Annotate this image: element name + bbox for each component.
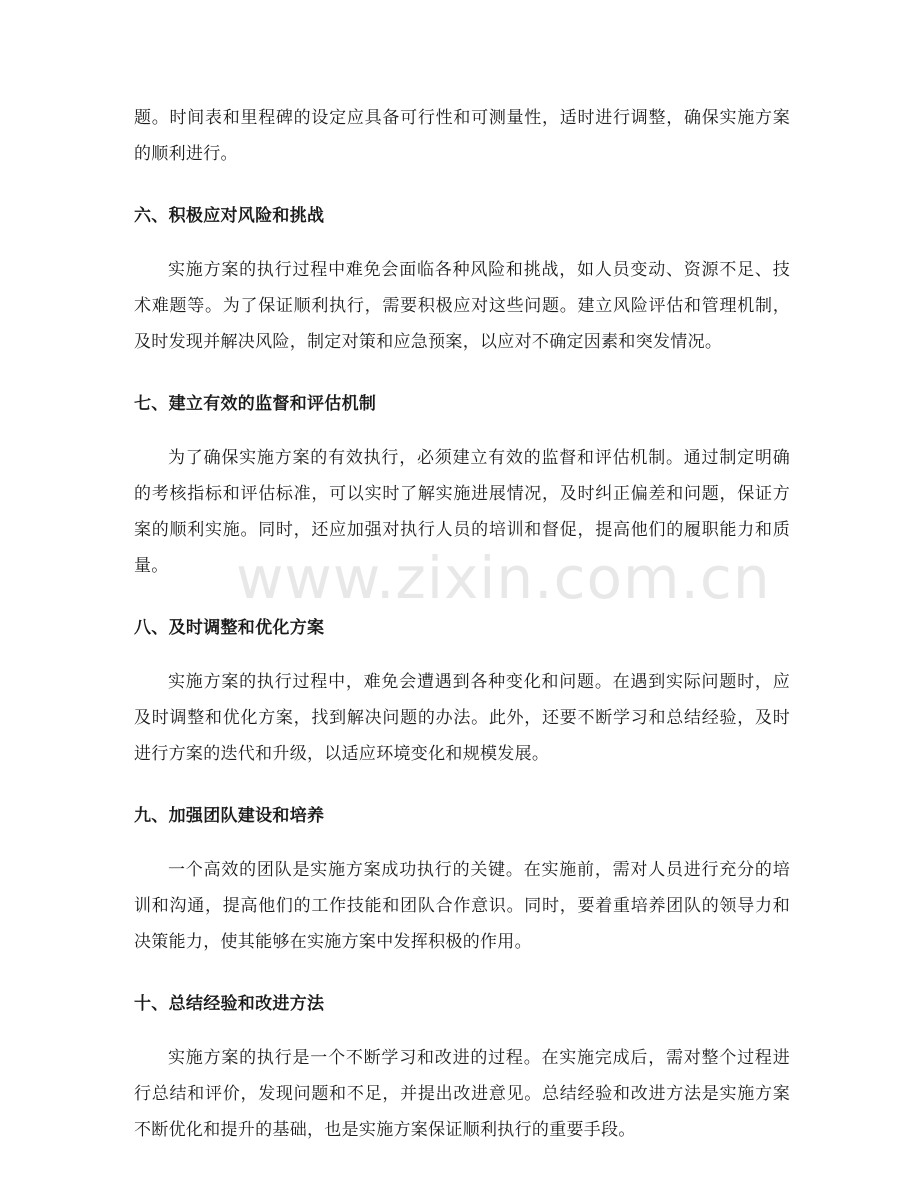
section-heading-10: 十、总结经验和改进方法	[134, 994, 325, 1014]
section-paragraph-6: 实施方案的执行过程中难免会面临各种风险和挑战，如人员变动、资源不足、技术难题等。为了保证顺利执行，需要积极应对这些问题。建立风险评估和管理机制，及时发现并解决风险，制定对策和应急预案，以应对不确定因素和突发情况。	[134, 260, 790, 352]
section-heading-6: 六、积极应对风险和挑战	[134, 206, 325, 226]
section-heading-8: 八、及时调整和优化方案	[134, 618, 325, 638]
section-paragraph-9: 一个高效的团队是实施方案成功执行的关键。在实施前，需对人员进行充分的培训和沟通，提高他们的工作技能和团队合作意识。同时，要着重培养团队的领导力和决策能力，使其能够在实施方案中发挥积极的作用。	[134, 860, 790, 952]
section-heading-7: 七、建立有效的监督和评估机制	[134, 394, 377, 414]
section-heading-9: 九、加强团队建设和培养	[134, 806, 325, 826]
watermark-text: www.zixin.com.cn	[236, 544, 771, 612]
intro-paragraph: 题。时间表和里程碑的设定应具备可行性和可测量性，适时进行调整，确保实施方案的顺利进行。	[134, 108, 790, 164]
section-paragraph-7: 为了确保实施方案的有效执行，必须建立有效的监督和评估机制。通过制定明确的考核指标和评估标准，可以实时了解实施进展情况，及时纠正偏差和问题，保证方案的顺利实施。同时，还应加强对执行人员的培训和督促，提高他们的履职能力和质量。	[134, 448, 790, 576]
section-paragraph-10: 实施方案的执行是一个不断学习和改进的过程。在实施完成后，需对整个过程进行总结和评价，发现问题和不足，并提出改进意见。总结经验和改进方法是实施方案不断优化和提升的基础，也是实施方案保证顺利执行的重要手段。	[134, 1048, 790, 1140]
section-paragraph-8: 实施方案的执行过程中，难免会遭遇到各种变化和问题。在遇到实际问题时，应及时调整和优化方案，找到解决问题的办法。此外，还要不断学习和总结经验，及时进行方案的迭代和升级，以适应环境变化和规模发展。	[134, 672, 790, 764]
document-body	[134, 100, 790, 1148]
